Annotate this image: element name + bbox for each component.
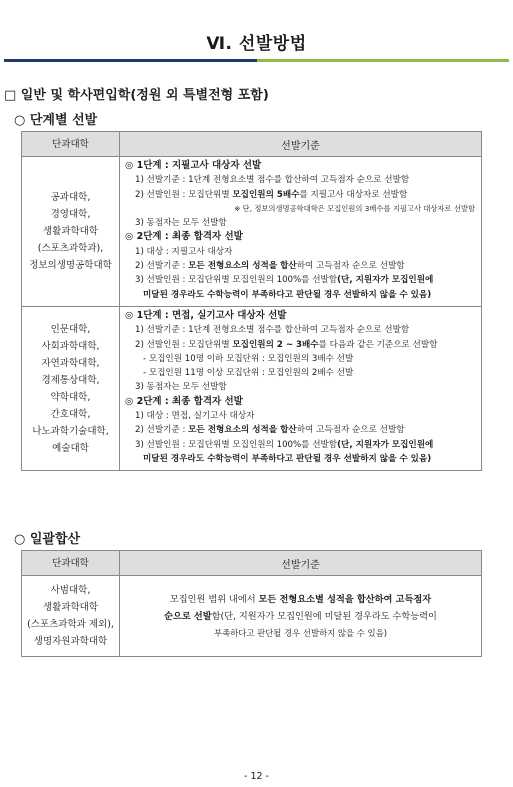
batch-selection-heading: ○ 일괄합산 <box>14 532 81 547</box>
college-name: 생활과학대학 <box>42 225 99 237</box>
college-name: 나노과학기술대학, <box>32 425 109 437</box>
college-name: (스포츠과학과 제외), <box>27 619 114 630</box>
criteria-line: 3) 동점자는 모두 선발함 <box>135 218 227 229</box>
college-name: 공과대학, <box>50 191 91 203</box>
stage-selection-heading: ○ 단계별 선발 <box>14 113 98 128</box>
college-cell <box>22 157 120 307</box>
criteria-cell <box>120 157 482 307</box>
criteria-note: ※ 단, 정보의생명공학대학은 모집인원의 3배수를 지필고사 대상자로 선발함 <box>234 203 475 213</box>
stage1-title: ◎ 1단계 : 면접, 실기고사 대상자 선발 <box>125 309 287 321</box>
college-name: 예술대학 <box>52 442 89 454</box>
criteria-line: 2) 선발인원 : 모집단위별 모집인원의 5배수를 지필고사 대상자로 선발함 <box>135 189 408 200</box>
table-row <box>22 576 482 657</box>
criteria-cell <box>120 576 482 657</box>
stage-selection-table <box>21 131 482 471</box>
page-title: Ⅵ. 선발방법 <box>206 34 307 54</box>
criteria-line: 3) 선발인원 : 모집단위별 모집인원의 100%를 선발함(단, 지원자가 모집인원에 <box>135 439 434 450</box>
title-underline-green <box>257 59 509 62</box>
college-name: 자연과학대학, <box>41 357 100 369</box>
table-row <box>22 157 482 307</box>
stage1-title: ◎ 1단계 : 지필고사 대상자 선발 <box>125 160 262 171</box>
page-number: - 12 - <box>244 771 269 782</box>
college-name: 사회과학대학, <box>41 340 100 352</box>
college-cell <box>22 306 120 470</box>
criteria-line: - 모집인원 10명 이하 모집단위 : 모집인원의 3배수 선발 <box>143 353 354 364</box>
section-heading: □ 일반 및 학사편입학(정원 외 특별전형 포함) <box>4 88 269 103</box>
college-name: 경영대학, <box>50 208 91 220</box>
college-name: 경제통상대학, <box>41 374 100 386</box>
criteria-line: 2) 선발기준 : 모든 전형요소의 성적을 합산하여 고득점자 순으로 선발함 <box>135 425 405 436</box>
batch-selection-table <box>21 550 482 657</box>
college-name: 사범대학, <box>50 585 91 596</box>
table-header-row <box>22 132 482 157</box>
title-underline-navy <box>4 59 257 62</box>
college-name: 인문대학, <box>50 323 91 335</box>
criteria-line: - 모집인원 11명 이상 모집단위 : 모집인원의 2배수 선발 <box>143 368 354 379</box>
criteria-line: 미달된 경우라도 수학능력이 부족하다고 판단될 경우 선발하지 않을 수 있음) <box>143 453 432 464</box>
criteria-line: 2) 선발인원 : 모집단위별 모집인원의 2 ~ 3배수를 다음과 같은 기준으로 선발함 <box>135 339 438 350</box>
college-name: (스포츠과학과), <box>37 242 104 254</box>
col-header-college: 단과대학 <box>22 132 120 157</box>
col-header-criteria: 선발기준 <box>120 132 482 157</box>
stage2-title: ◎ 2단계 : 최종 합격자 선발 <box>125 231 243 243</box>
table-header-row <box>22 551 482 576</box>
college-name: 생명자원과학대학 <box>33 636 108 647</box>
col-header-criteria: 선발기준 <box>120 551 482 576</box>
college-name: 생활과학대학 <box>42 602 99 613</box>
criteria-line: 3) 동점자는 모두 선발함 <box>135 382 227 393</box>
criteria-line: 순으로 선발함(단, 지원자가 모집인원에 미달된 경우라도 수학능력이 <box>164 610 437 622</box>
criteria-line: 모집인원 범위 내에서 모든 전형요소별 성적을 합산하여 고득점자 <box>169 593 432 605</box>
criteria-line: 1) 선발기준 : 1단계 전형요소별 점수를 합산하여 고득점자 순으로 선발함 <box>135 325 410 336</box>
college-cell <box>22 576 120 657</box>
page-title-box <box>4 26 509 57</box>
criteria-line: 2) 선발기준 : 모든 전형요소의 성적을 합산하여 고득점자 순으로 선발함 <box>135 261 405 272</box>
criteria-line: 미달된 경우라도 수학능력이 부족하다고 판단될 경우 선발하지 않을 수 있음) <box>143 289 432 300</box>
criteria-line: 부족하다고 판단될 경우 선발하지 않을 수 있음) <box>214 627 387 638</box>
stage2-title: ◎ 2단계 : 최종 합격자 선발 <box>125 395 243 407</box>
criteria-cell <box>120 306 482 470</box>
college-name: 간호대학, <box>50 408 91 420</box>
criteria-line: 1) 선발기준 : 1단계 전형요소별 점수를 합산하여 고득점자 순으로 선발함 <box>135 175 410 186</box>
criteria-line: 1) 대상 : 면접, 실기고사 대상자 <box>135 411 255 422</box>
college-name: 정보의생명공학대학 <box>29 259 112 271</box>
criteria-line: 3) 선발인원 : 모집단위별 모집인원의 100%를 선발함(단, 지원자가 모집인원에 <box>135 275 434 286</box>
college-name: 약학대학, <box>50 391 91 403</box>
table-row <box>22 306 482 470</box>
col-header-college: 단과대학 <box>22 551 120 576</box>
criteria-line: 1) 대상 : 지필고사 대상자 <box>135 246 233 257</box>
